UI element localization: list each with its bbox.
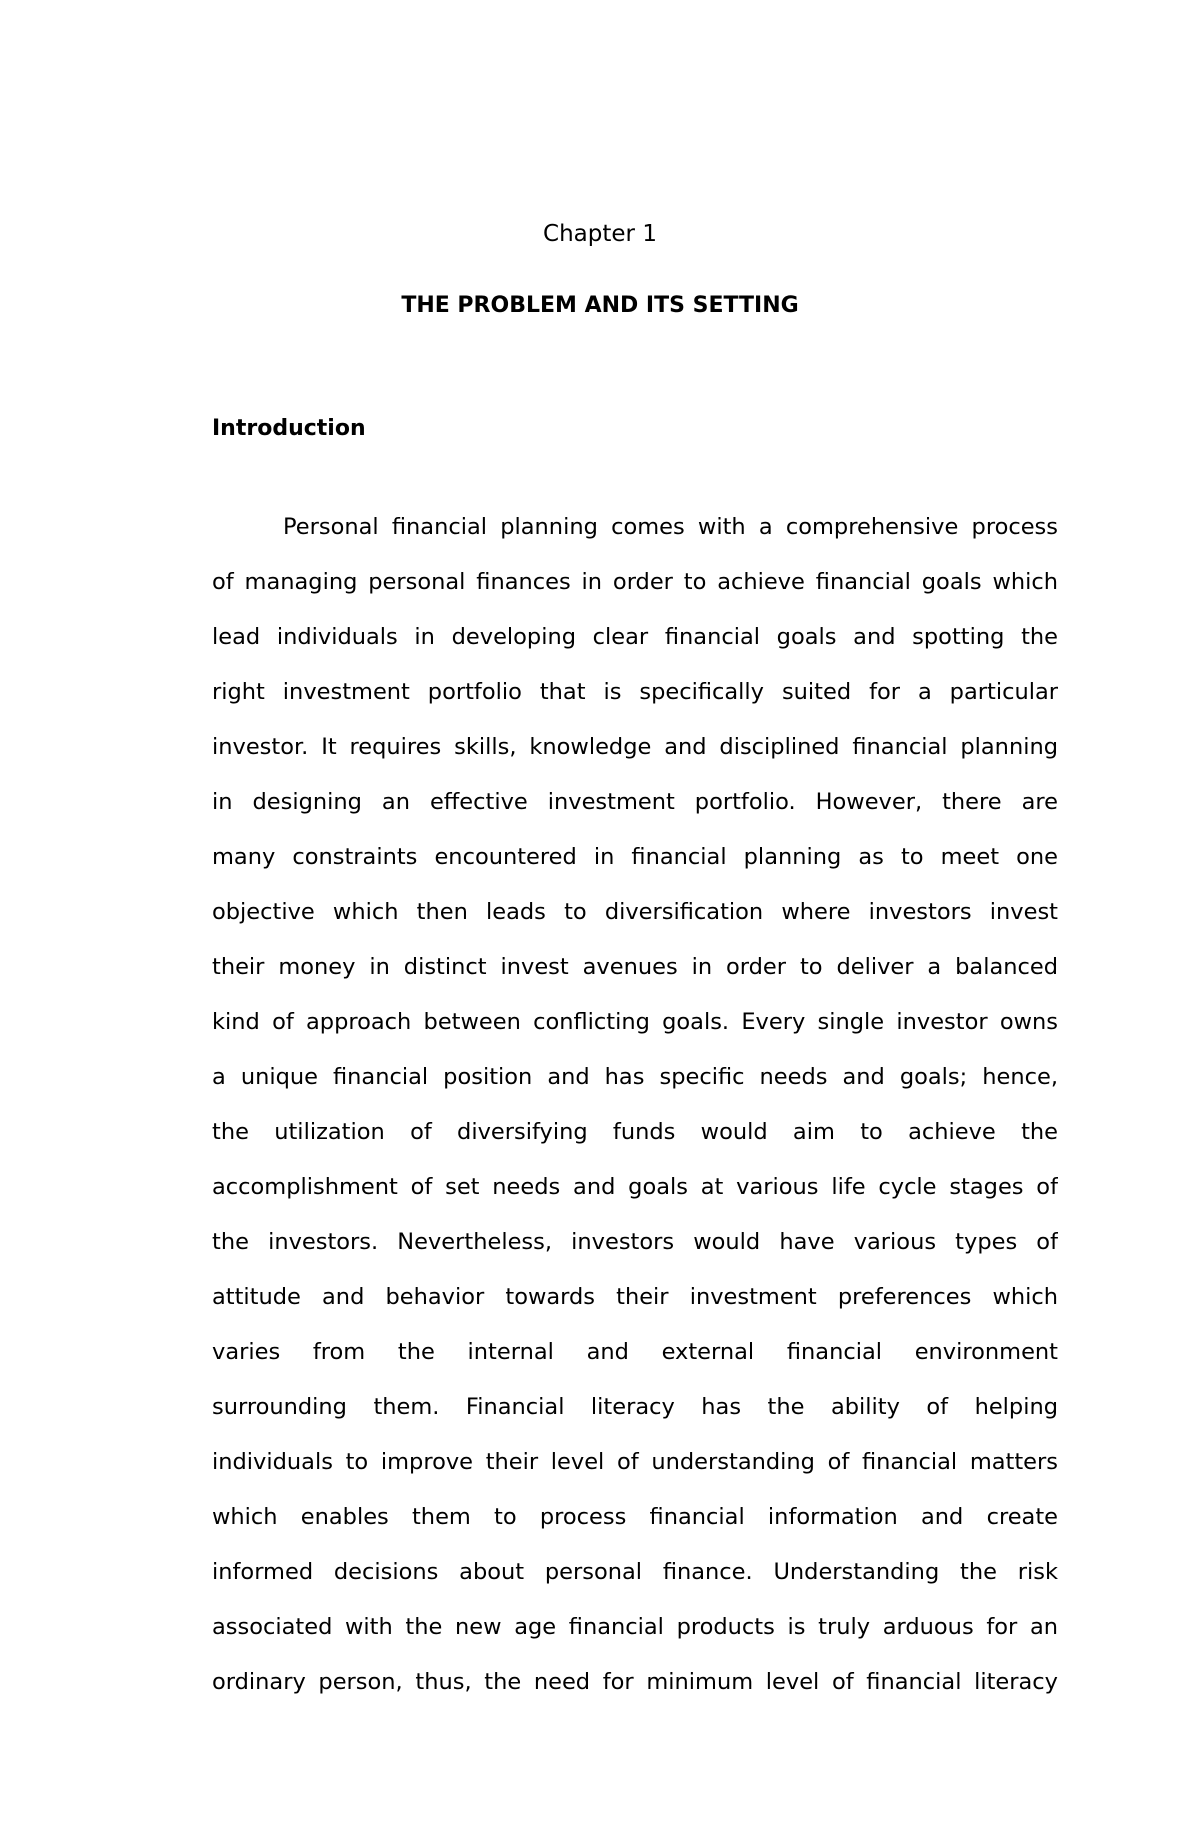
paragraph-line: informed decisions about personal finance. Understanding the risk xyxy=(212,1559,1058,1585)
paragraph-line: which enables them to process financial information and create xyxy=(212,1504,1058,1530)
paragraph-line: the investors. Nevertheless, investors would have various types of xyxy=(212,1229,1058,1255)
paragraph-line: right investment portfolio that is specifically suited for a particular xyxy=(212,679,1058,705)
paragraph-line: lead individuals in developing clear financial goals and spotting the xyxy=(212,624,1058,650)
paragraph-line: investor. It requires skills, knowledge and disciplined financial planning xyxy=(212,734,1058,760)
introduction-paragraph xyxy=(212,507,1058,1717)
paragraph-line: accomplishment of set needs and goals at various life cycle stages of xyxy=(212,1174,1058,1200)
paragraph-line: Personal financial planning comes with a comprehensive process xyxy=(283,514,1058,540)
paragraph-line: the utilization of diversifying funds would aim to achieve the xyxy=(212,1119,1058,1145)
paragraph-line: objective which then leads to diversification where investors invest xyxy=(212,899,1058,925)
paragraph-line: surrounding them. Financial literacy has the ability of helping xyxy=(212,1394,1058,1420)
paragraph-line: a unique financial position and has specific needs and goals; hence, xyxy=(212,1064,1058,1090)
paragraph-line: associated with the new age financial products is truly arduous for an xyxy=(212,1614,1058,1640)
paragraph-line: ordinary person, thus, the need for minimum level of financial literacy xyxy=(212,1669,1058,1695)
chapter-title: THE PROBLEM AND ITS SETTING xyxy=(401,293,799,318)
paragraph-line: their money in distinct invest avenues in order to deliver a balanced xyxy=(212,954,1058,980)
paragraph-line: of managing personal finances in order to achieve financial goals which xyxy=(212,569,1058,595)
paragraph-line: many constraints encountered in financial planning as to meet one xyxy=(212,844,1058,870)
paragraph-line: individuals to improve their level of understanding of financial matters xyxy=(212,1449,1058,1475)
chapter-label: Chapter 1 xyxy=(543,221,657,247)
paragraph-line: in designing an effective investment portfolio. However, there are xyxy=(212,789,1058,815)
section-heading-introduction: Introduction xyxy=(212,416,366,441)
paragraph-line: attitude and behavior towards their investment preferences which xyxy=(212,1284,1058,1310)
paragraph-line: varies from the internal and external financial environment xyxy=(212,1339,1058,1365)
paragraph-line: kind of approach between conflicting goals. Every single investor owns xyxy=(212,1009,1058,1035)
